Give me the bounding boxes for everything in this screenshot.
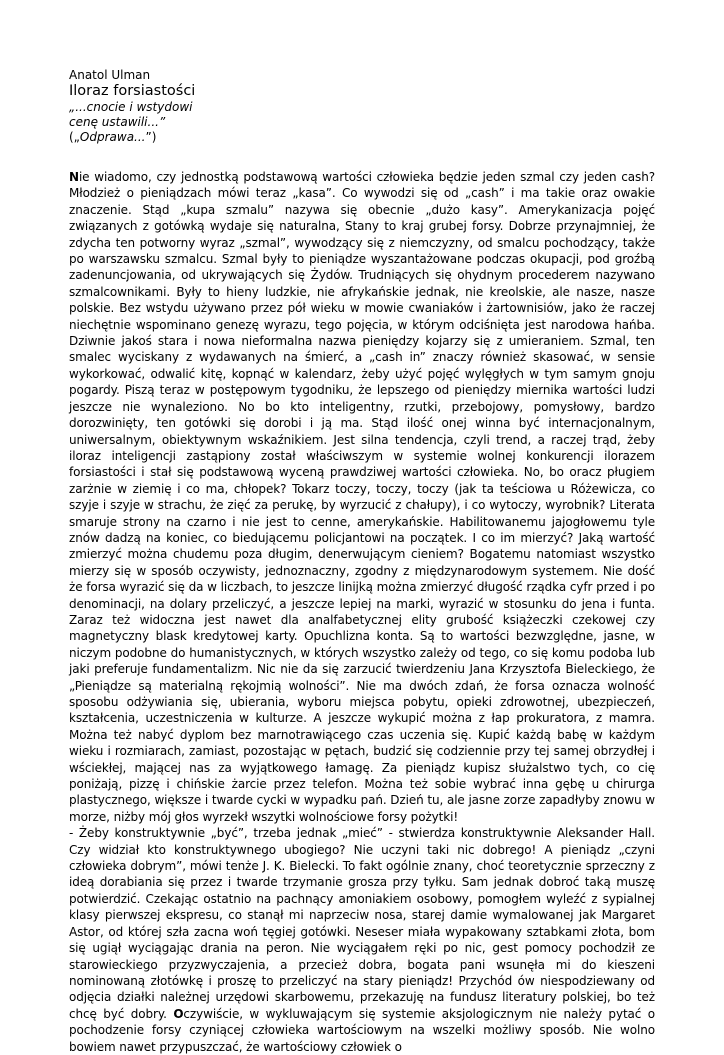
article-title: Iloraz forsiastości bbox=[69, 83, 196, 99]
document-header bbox=[69, 68, 369, 145]
paragraph-1-initial: N bbox=[69, 170, 79, 184]
paragraph-2-text: - Żeby konstruktywnie „być”, trzeba jednak „mieć” - stwierdza konstruktywnie Aleksander Hall. Czy widział kto konstruktywnego ubogiego? Nie uczyni taki nic dobrego! A pieniądz „czyni człowieka dobrym”, mówi tenże J. K. Bielecki. To fakt ogólnie znany, choć teoretycznie sprzeczny z ideą dorabiania się przez i twarde trzymanie grosza przy tyłku. Sam jednak dobroć taką muszę potwierdzić. Czekając ostatnio na pachnący amoniakiem osobowy, pomogłem wyleźć z sypialnej klasy pierwszej ekspresu, co stanął mi naprzeciw nosa, starej damie wymalowanej jak Margaret Astor, od której szła zacna woń tęgiej gotówki. Neseser miała wypakowany sztabkami złota, bom się ugiął wyciągając drania na peron. Nie wyciągałem ręki po nic, gest pomocy pochodził ze starowieckiego przyzwyczajenia, a przecież dobra, bogata pani wsunęła mi do kieszeni nominowaną złotówkę i proszę to przeliczyć na stary pieniądz! Przychód ów niespodziewany od odjęcia działki należnej urzędowi skarbowemu, przekazuję na fundusz literatury polskiej, bo też chcę być dobry. bbox=[69, 826, 655, 1021]
paragraph-1-text: ie wiadomo, czy jednostką podstawową wartości człowieka będzie jeden szmal czy jeden cash? Młodzież o pieniądzach mówi teraz „kasa”. Co wywodzi się od „cash” i ma takie oraz owakie znaczenie. Stąd „kupa szmalu” nazywa się obecnie „dużo kasy”. Amerykanizacja pojęć związanych z gotówką wydaje się naturalna, Stany to kraj grubej forsy. Dobrze przynajmniej, że zdycha ten potworny wyraz „szmal”, wywodzący się z niemczyzny, od smalcu pochodzący, także po warszawsku szmalcu. Szmal były to pieniądze wyszantażowane podczas okupacji, pod groźbą zadenuncjowania, od ukrywających się Żydów. Trudniących się ohydnym procederem nazywano szmalcownikami. Były to hieny ludzkie, nie afrykańskie jednak, nie kreolskie, ale nasze, nasze polskie. Bez wstydu używano przez pół wieku w mowie cwaniaków i żartownisiów, jako że raczej niechętnie wspominano genezę wyrazu, tego pojęcia, w którym odciśnięta jest narodowa hańba. Dziwnie jakoś stara i nowa nieformalna nazwa pieniędzy kojarzy się z umieraniem. Szmal, ten smalec wyciskany z wydawanych na śmierć, a „cash in” znaczy również skasować, w sensie wykorkować, odwalić kitę, kopnąć w kalendarz, żeby użyć pojęć wylęgłych w tym samym gnoju pogardy. Piszą teraz w postępowym tygodniku, że lepszego od pieniędzy miernika wartości ludzi jeszcze nie wynaleziono. No bo kto inteligentny, rzutki, przebojowy, pomysłowy, bardzo dorozwinięty, ten gotówki się dorobi i ją ma. Stąd ilość onej winna być internacjonalnym, uniwersalnym, obiektywnym wskaźnikiem. Jest silna tendencja, czyli trend, a raczej trąd, żeby iloraz inteligencji zastąpiony został właściwszym w systemie wolnej konkurencji ilorazem forsiastości i stał się podstawową wyceną prawdziwej wartości człowieka. No, bo oracz pługiem zarżnie w ziemię i co ma, chłopek? Tokarz toczy, toczy, toczy (jak ta teściowa u Różewicza, co szyje i szyje w strachu, że zięć za perukę, by wyrzucić z chałupy), i co wytoczy, wyrobnik? Literata smaruje strony na czarno i nie jest to cenne, amerykańskie. Habilitowanemu jajogłowemu tyle znów dadzą na koniec, co biedującemu policjantowi na początek. I co im mierzyć? Jaką wartość zmierzyć można chudemu poza długim, denerwującym cieniem? Bogatemu natomiast wszystko mierzy się w sposób oczywisty, jednoznaczny, zgodny z międzynarodowym systemem. Nie dość że forsa wyrazić się da w liczbach, to jeszcze linijką można zmierzyć długość rządka cyfr przed i po denominacji, na dolary przeliczyć, a jeszcze lepiej na marki, wyrazić w stosunku do jena i funta. Zaraz też widoczna jest nawet dla analfabetycznej elity grubość książeczki czekowej czy magnetyczny blask kredytowej karty. Opuchlizna konta. Są to wartości bezwzględne, jasne, w niczym podobne do humanistycznych, w których wszystko zależy od tego, co się komu podoba lub jaki preferuje fundamentalizm. Nic nie da się zarzucić twierdzeniu Jana Krzysztofa Bieleckiego, że „Pieniądze są materialną rękojmią wolności”. Nie ma dwóch zdań, że forsa oznacza wolność sposobu odżywiania się, ubierania, wyboru miejsca pobytu, opieki zdrowotnej, ubezpieczeń, kształcenia, uczestniczenia w kulturze. A jeszcze wykupić można z łap prokuratora, z mamra. Można też nabyć dyplom bez marnotrawiącego czas uczenia się. Kupić każdą babę w każdym wieku i rozmiarach, zamiast, pozostając w pętach, budzić się codziennie przy tej samej obrzydłej i wściekłej, mającej nas za wyjątkowego łamagę. Za pieniądz kupisz służalstwo tych, co cię poniżają, pizzę i chińskie żarcie przez telefon. Można też sobie wybrać inna gębę u chirurga plastycznego, większe i twarde cycki w wypadku pań. Dzień tu, ale jasne zorze zapadłyby znowu w morze, niżby mój głos wyrzekł wszytki wolnościowe forsy pożytki! bbox=[69, 170, 655, 824]
article-body bbox=[69, 169, 655, 1055]
source-title: Odprawa... bbox=[79, 130, 146, 144]
source-close-punct: ”) bbox=[145, 130, 157, 144]
paragraph-2-bold-initial: O bbox=[173, 1006, 184, 1021]
author-name: Anatol Ulman bbox=[69, 68, 151, 82]
paragraph-2-text-end: czywiście, w wykluwającym się systemie aksjologicznym nie należy pytać o pochodzenie forsy czyniącej człowieka wartościowym na wszelki możliwy sposób. Nie wolno bowiem nawet przypuszczać, że wartościowy człowiek o bbox=[69, 1006, 656, 1054]
epigraph-source bbox=[69, 130, 369, 145]
source-open-punct: („ bbox=[69, 130, 80, 144]
epigraph: „...cnocie i wstydowi cenę ustawili...” bbox=[69, 100, 193, 129]
